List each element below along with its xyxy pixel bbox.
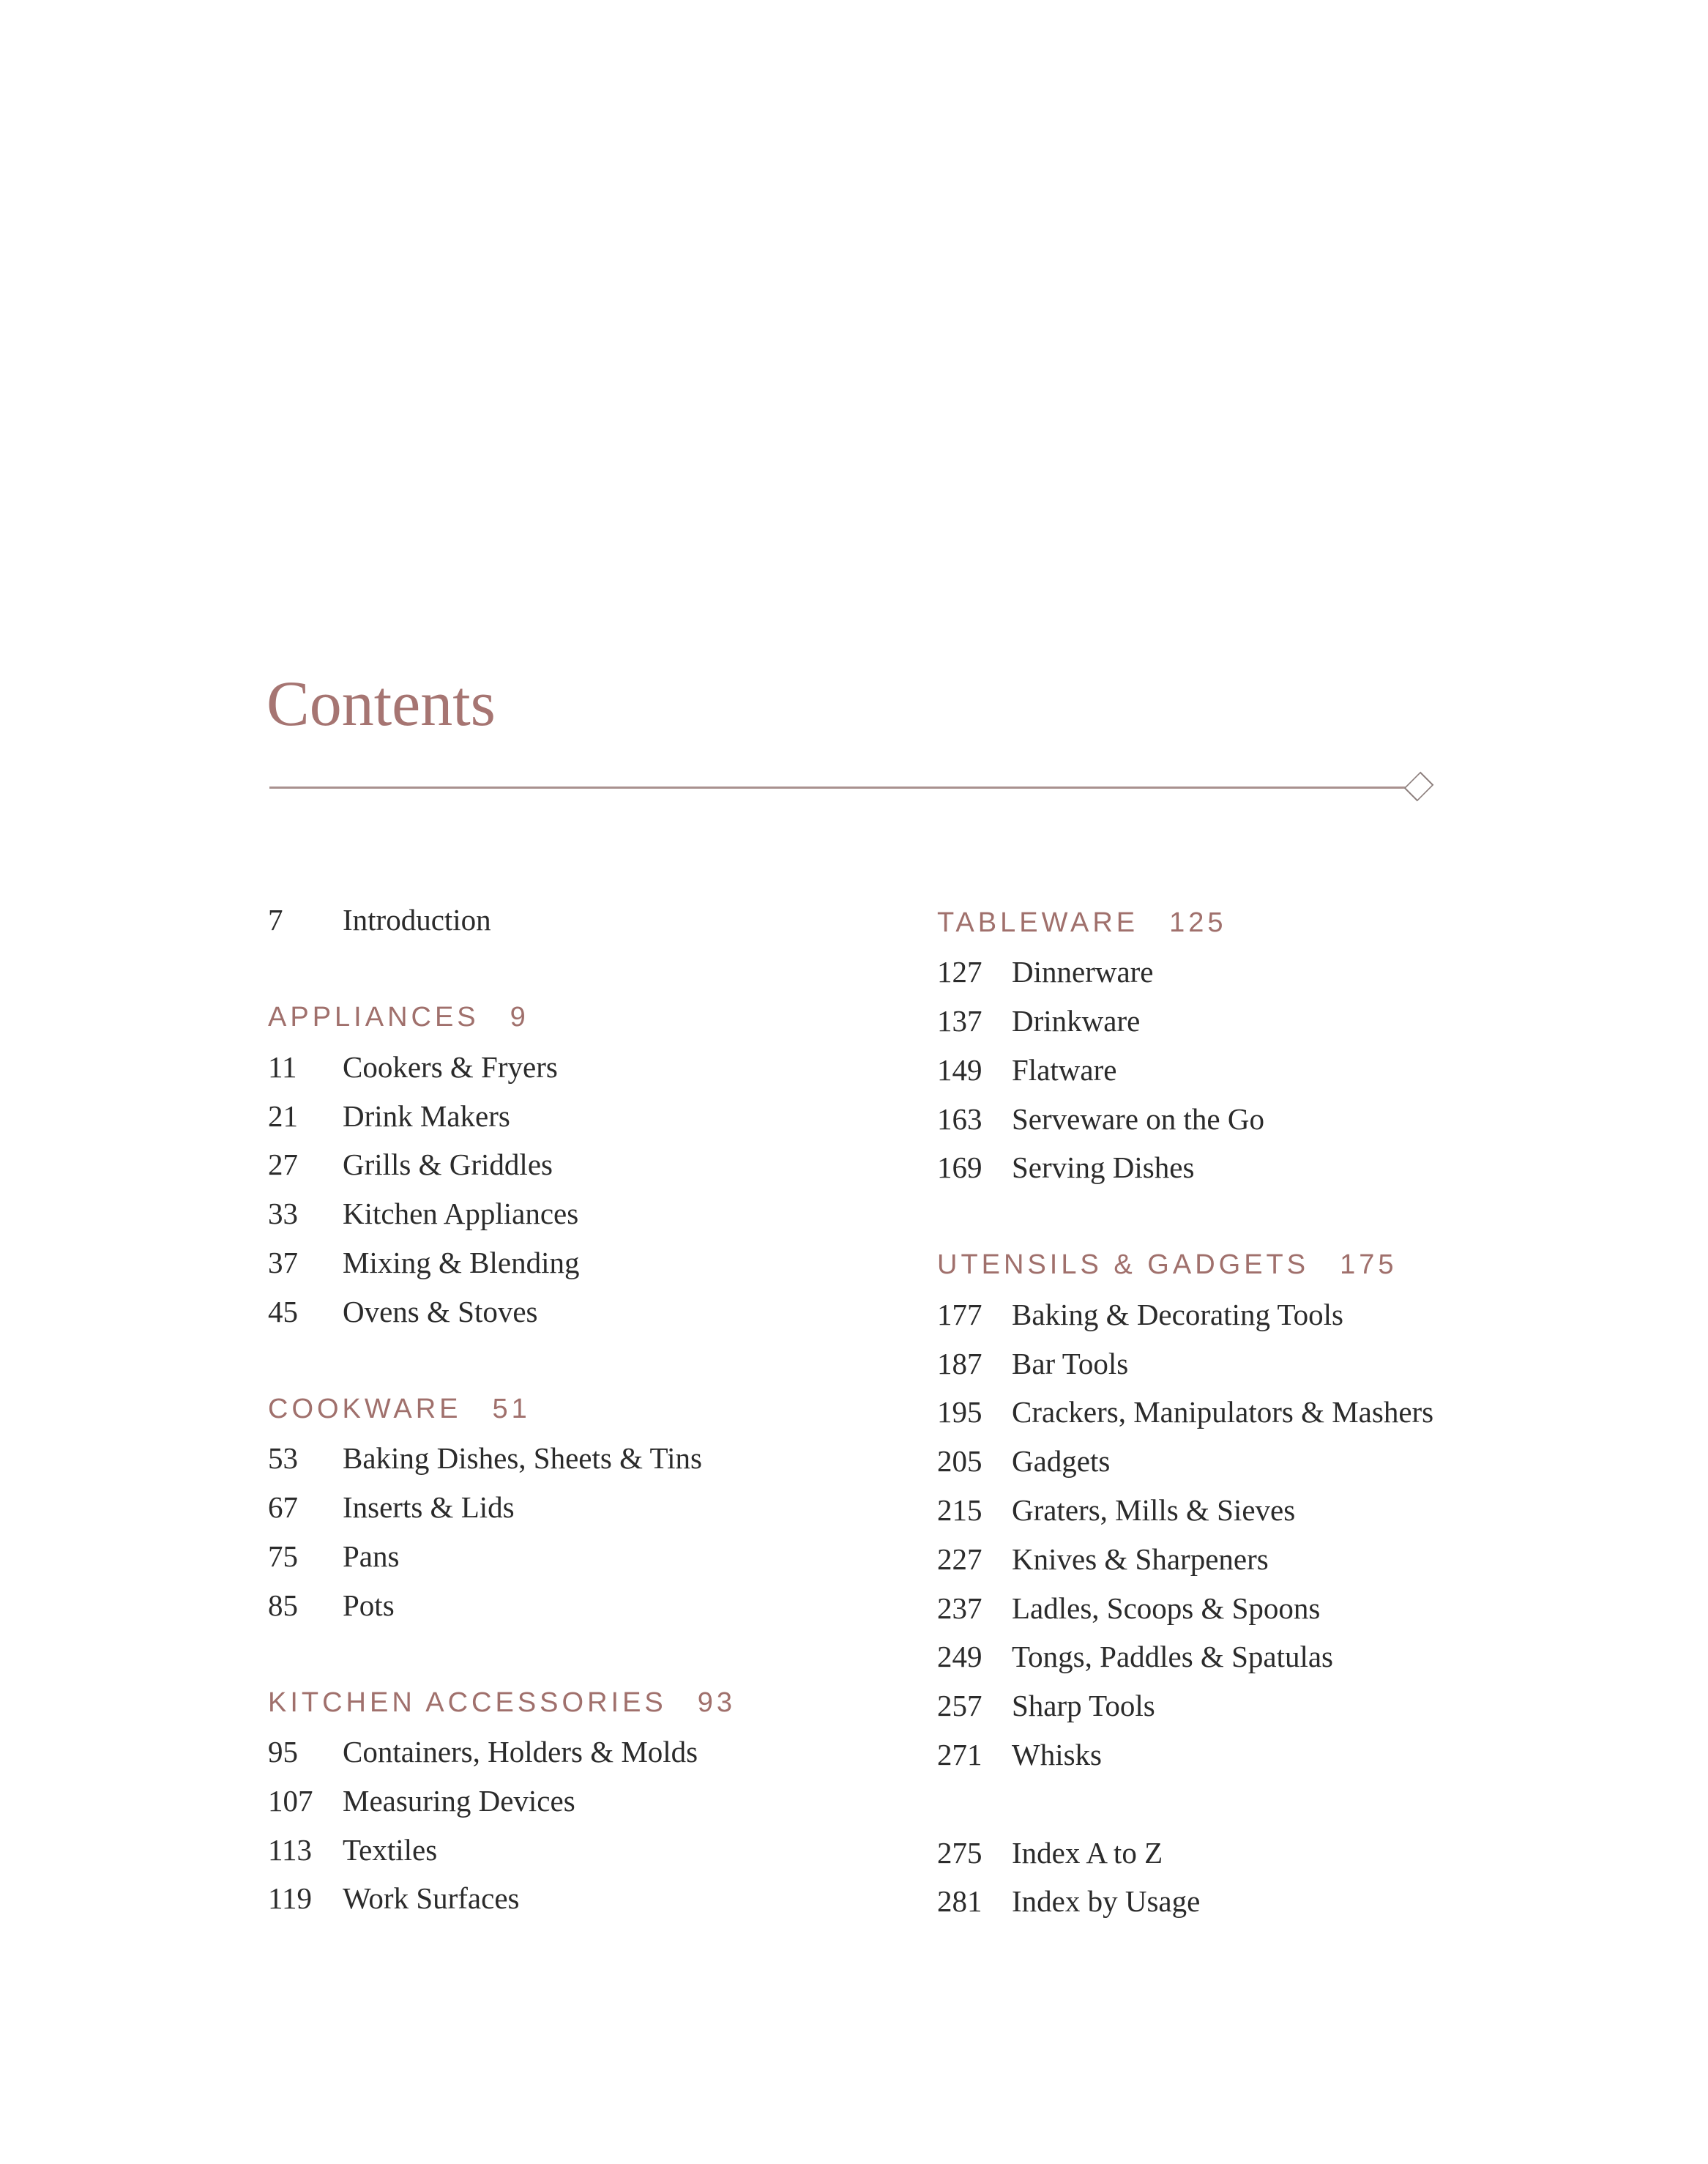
title-divider [269, 787, 1411, 789]
entry-label: Dinnerware [1012, 955, 1154, 989]
section-heading[interactable] [937, 899, 1433, 948]
page-number: 119 [268, 1881, 312, 1916]
page-number: 85 [268, 1588, 298, 1622]
toc-entry[interactable] [268, 1091, 736, 1140]
page-number: 53 [268, 1441, 298, 1476]
page-number: 187 [937, 1346, 982, 1380]
toc-left-column [268, 896, 736, 1923]
entry-label: Inserts & Lids [343, 1490, 515, 1524]
section-heading[interactable] [268, 1385, 736, 1434]
entry-label: Index A to Z [1012, 1835, 1163, 1870]
entry-label: Measuring Devices [343, 1783, 575, 1818]
toc-entry[interactable] [268, 1238, 736, 1287]
page-number: 37 [268, 1245, 298, 1279]
toc-entry[interactable] [937, 1632, 1433, 1681]
section-page-number: 9 [510, 1002, 529, 1033]
toc-entry[interactable] [268, 1580, 736, 1629]
spacer [937, 1779, 1433, 1828]
section-page-number: 51 [492, 1393, 531, 1424]
page-number: 95 [268, 1734, 298, 1769]
page-number: 67 [268, 1490, 298, 1524]
page-number: 21 [268, 1098, 298, 1133]
entry-label: Mixing & Blending [343, 1245, 580, 1279]
page-number: 11 [268, 1049, 297, 1084]
page-number: 127 [937, 955, 982, 989]
entry-label: Bar Tools [1012, 1346, 1129, 1380]
toc-index-entry[interactable] [937, 1877, 1433, 1926]
entry-label: Index by Usage [1012, 1884, 1201, 1919]
page-number: 149 [937, 1052, 982, 1087]
entry-label: Serveware on the Go [1012, 1101, 1264, 1136]
toc-entry[interactable] [937, 1045, 1433, 1094]
toc-entry[interactable] [268, 1531, 736, 1580]
section-name: COOKWARE [268, 1393, 462, 1424]
page-number: 205 [937, 1444, 982, 1479]
entry-label: Kitchen Appliances [343, 1197, 579, 1231]
toc-entry[interactable] [268, 1189, 736, 1238]
toc-entry[interactable] [937, 1681, 1433, 1730]
entry-label: Flatware [1012, 1052, 1117, 1087]
diamond-ornament-icon [1404, 772, 1434, 802]
section-name: APPLIANCES [268, 1002, 480, 1033]
toc-entry[interactable] [937, 1730, 1433, 1780]
page-number: 7 [268, 903, 283, 937]
page-number: 281 [937, 1884, 982, 1919]
entry-label: Introduction [343, 903, 491, 937]
entry-label: Cookers & Fryers [343, 1049, 558, 1084]
page-number: 107 [268, 1783, 313, 1818]
toc-entry[interactable] [937, 948, 1433, 997]
toc-entry[interactable] [937, 1437, 1433, 1486]
section-page-number: 125 [1169, 907, 1227, 938]
page-title: Contents [266, 669, 496, 740]
entry-label: Pots [343, 1588, 395, 1622]
page-number: 177 [937, 1297, 982, 1331]
toc-entry[interactable] [937, 1486, 1433, 1535]
page-number: 227 [937, 1542, 982, 1576]
entry-label: Work Surfaces [343, 1881, 520, 1916]
section-page-number: 93 [697, 1687, 736, 1718]
page-number: 33 [268, 1197, 298, 1231]
page-number: 257 [937, 1689, 982, 1723]
toc-entry[interactable] [268, 1825, 736, 1874]
entry-label: Textiles [343, 1832, 438, 1867]
entry-label: Gadgets [1012, 1444, 1111, 1479]
toc-entry[interactable] [937, 997, 1433, 1046]
entry-label: Tongs, Paddles & Spatulas [1012, 1640, 1334, 1674]
toc-entry[interactable] [268, 1287, 736, 1336]
toc-entry-introduction[interactable] [268, 896, 736, 945]
entry-label: Drinkware [1012, 1003, 1141, 1038]
toc-entry[interactable] [268, 1874, 736, 1923]
toc-entry[interactable] [268, 1140, 736, 1189]
page-number: 27 [268, 1148, 298, 1182]
page-number: 249 [937, 1640, 982, 1674]
entry-label: Grills & Griddles [343, 1148, 553, 1182]
spacer [937, 1192, 1433, 1241]
entry-label: Ladles, Scoops & Spoons [1012, 1591, 1321, 1625]
page-number: 169 [937, 1150, 982, 1185]
page-number: 163 [937, 1101, 982, 1136]
toc-entry[interactable] [268, 1776, 736, 1825]
spacer [268, 1336, 736, 1385]
page-number: 275 [937, 1835, 982, 1870]
page-number: 215 [937, 1492, 982, 1527]
toc-entry[interactable] [937, 1339, 1433, 1388]
page-number: 75 [268, 1539, 298, 1573]
entry-label: Baking Dishes, Sheets & Tins [343, 1441, 702, 1476]
toc-entry[interactable] [268, 1042, 736, 1091]
page-number: 195 [937, 1395, 982, 1429]
page-number: 137 [937, 1003, 982, 1038]
entry-label: Whisks [1012, 1737, 1102, 1771]
toc-index-entry[interactable] [937, 1828, 1433, 1877]
spacer [268, 1629, 736, 1678]
entry-label: Crackers, Manipulators & Mashers [1012, 1395, 1434, 1429]
toc-entry[interactable] [268, 1728, 736, 1777]
entry-label: Drink Makers [343, 1098, 510, 1133]
section-heading[interactable] [937, 1241, 1433, 1290]
toc-entry[interactable] [937, 1094, 1433, 1143]
toc-entry[interactable] [937, 1534, 1433, 1583]
page-number: 237 [937, 1591, 982, 1625]
section-name: UTENSILS & GADGETS [937, 1249, 1310, 1281]
entry-label: Baking & Decorating Tools [1012, 1297, 1344, 1331]
toc-entry[interactable] [937, 1583, 1433, 1632]
page-number: 271 [937, 1737, 982, 1771]
toc-entry[interactable] [937, 1290, 1433, 1339]
toc-entry[interactable] [937, 1388, 1433, 1437]
toc-entry[interactable] [268, 1434, 736, 1483]
toc-entry[interactable] [937, 1143, 1433, 1192]
section-name: TABLEWARE [937, 907, 1139, 938]
entry-label: Pans [343, 1539, 400, 1573]
entry-label: Knives & Sharpeners [1012, 1542, 1269, 1576]
page-number: 113 [268, 1832, 312, 1867]
section-heading[interactable] [268, 994, 736, 1043]
entry-label: Ovens & Stoves [343, 1294, 538, 1328]
toc-entry[interactable] [268, 1483, 736, 1532]
entry-label: Graters, Mills & Sieves [1012, 1492, 1296, 1527]
entry-label: Containers, Holders & Molds [343, 1734, 698, 1769]
entry-label: Sharp Tools [1012, 1689, 1155, 1723]
section-page-number: 175 [1340, 1249, 1398, 1281]
section-heading[interactable] [268, 1678, 736, 1728]
toc-right-column [937, 899, 1433, 1926]
page-number: 45 [268, 1294, 298, 1328]
entry-label: Serving Dishes [1012, 1150, 1195, 1185]
spacer [268, 945, 736, 994]
section-name: KITCHEN ACCESSORIES [268, 1687, 667, 1718]
